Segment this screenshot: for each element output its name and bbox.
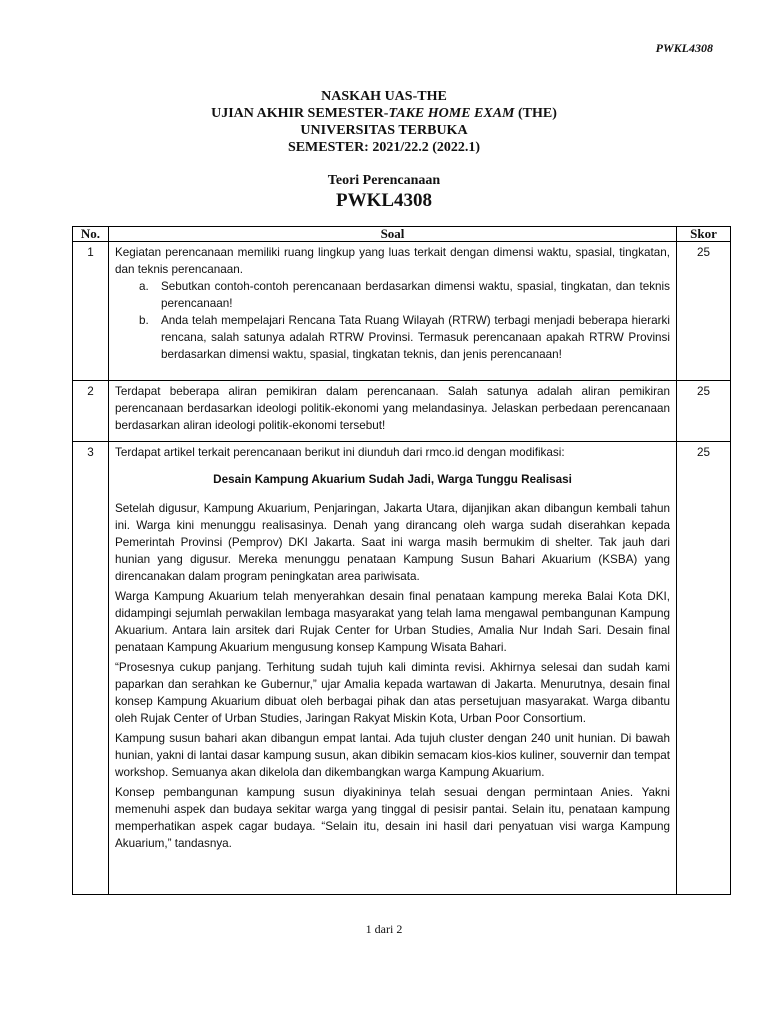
sub-question-text: Sebutkan contoh-contoh perencanaan berdasarkan dimensi waktu, spasial, tingkatan, dan teknis perencanaan! — [161, 280, 670, 310]
article-paragraph: Konsep pembangunan kampung susun diyakininya telah sesuai dengan permintaan Anies. Yakni memenuhi aspek dan budaya sekitar warga yang tinggal di pesisir pantai. Selain itu, penataan kampung memperhatikan aspek cagar budaya. “Selain itu, desain ini hasil dari penyatuan visi warga Kampung Akuarium,” tandasnya. — [115, 786, 670, 850]
header-course-code: PWKL4308 — [655, 41, 713, 55]
question-score: 25 — [677, 242, 731, 381]
sub-question — [139, 312, 670, 363]
question-text — [109, 381, 677, 442]
article-paragraph: Warga Kampung Akuarium telah menyerahkan desain final penataan kampung mereka Balai Kota DKI, didampingi sejumlah perwakilan lembaga masyarakat yang telah lama mengawal pembangunan Kampung Akuarium. Antara lain arsitek dari Rujak Center for Urban Studies, Amalia Nur Indah Sari. Desain final penataan Kampung Akuarium mengusung konsep Kampung Wisata Bahari. — [115, 590, 670, 654]
exam-header — [0, 88, 768, 156]
sub-question-text: Anda telah mempelajari Rencana Tata Ruang Wilayah (RTRW) terbagi menjadi beberapa hierarki rencana, salah satunya adalah RTRW Provinsi. Termasuk perencanaan apakah RTRW Provinsi berdasarkan dimensi waktu, spasial, tingkatan teknis, dan jenis perencanaan! — [161, 314, 670, 361]
page-number: 1 dari 2 — [365, 922, 403, 936]
article-paragraph: Setelah digusur, Kampung Akuarium, Penjaringan, Jakarta Utara, dijanjikan akan dibangun kembali tahun ini. Warga kini menunggu realisasinya. Denah yang dirancang oleh warga sudah diserahkan kepada Pemerintah Provinsi (Pemprov) DKI Jakarta. Saat ini warga masih bermukim di shelter. Tak jauh dari hunian yang digusur. Mereka menunggu penataan Kampung Susun Bahari Akuarium (KSBA) yang direncanakan dalam program peningkatan area pariwisata. — [115, 502, 670, 583]
table-row — [73, 442, 731, 895]
question-number: 1 — [73, 242, 109, 381]
column-header-no: No. — [73, 227, 109, 242]
subject-code: PWKL4308 — [335, 190, 433, 211]
article-paragraph: “Prosesnya cukup panjang. Terhitung sudah tujuh kali diminta revisi. Akhirnya selesai dan sudah kami paparkan dan serahkan ke Gubernur,” ujar Amalia kepada wartawan di Jakarta. Menurutnya, desain final konsep Kampung Akuarium dibuat oleh berbagai pihak dan atas persetujuan masyarakat. Warga dibantu oleh Rujak Center of Urban Studies, Jaringan Rakyat Miskin Kota, Urban Poor Consortium. — [115, 661, 670, 725]
subject-block — [0, 172, 768, 212]
article-paragraph: Kampung susun bahari akan dibangun empat lantai. Ada tujuh cluster dengan 240 unit hunian. Di bawah hunian, yakni di lantai dasar kampung susun, akan dibikin semacam kios-kios kuliner, souvernir dan tempat workshop. Semuanya akan dikelola dan dikembangkan warga Kampung Akuarium. — [115, 732, 670, 779]
sub-question — [139, 278, 670, 312]
semester-line: SEMESTER: 2021/22.2 (2022.1) — [287, 140, 481, 155]
subject-name: Teori Perencanaan — [327, 173, 441, 188]
university-name: UNIVERSITAS TERBUKA — [300, 123, 468, 138]
question-body: Terdapat beberapa aliran pemikiran dalam perencanaan. Salah satunya adalah aliran pemikiran perencanaan berdasarkan ideologi politik-ekonomi yang melandasinya. Jelaskan perbedaan perencanaan berdasarkan aliran ideologi politik-ekonomi tersebut! — [115, 385, 670, 432]
column-header-soal: Soal — [109, 227, 677, 242]
question-text — [109, 442, 677, 895]
column-header-skor: Skor — [677, 227, 731, 242]
article-title: Desain Kampung Akuarium Sudah Jadi, Warga Tunggu Realisasi — [213, 473, 572, 486]
question-intro: Kegiatan perencanaan memiliki ruang lingkup yang luas terkait dengan dimensi waktu, spasial, tingkatan, dan teknis perencanaan. — [115, 246, 670, 276]
table-row — [73, 381, 731, 442]
questions-table — [72, 226, 731, 895]
table-header-row — [73, 227, 731, 242]
sub-question-label: b. — [139, 314, 149, 327]
table-row — [73, 242, 731, 381]
question-score: 25 — [677, 442, 731, 895]
question-number: 3 — [73, 442, 109, 895]
question-number: 2 — [73, 381, 109, 442]
question-score: 25 — [677, 381, 731, 442]
exam-title-line1: NASKAH UAS-THE — [321, 89, 447, 104]
question-intro: Terdapat artikel terkait perencanaan berikut ini diunduh dari rmco.id dengan modifikasi: — [115, 446, 565, 459]
exam-title-line2: UJIAN AKHIR SEMESTER-TAKE HOME EXAM (THE) — [211, 106, 557, 121]
question-text — [109, 242, 677, 381]
sub-question-label: a. — [139, 280, 149, 293]
